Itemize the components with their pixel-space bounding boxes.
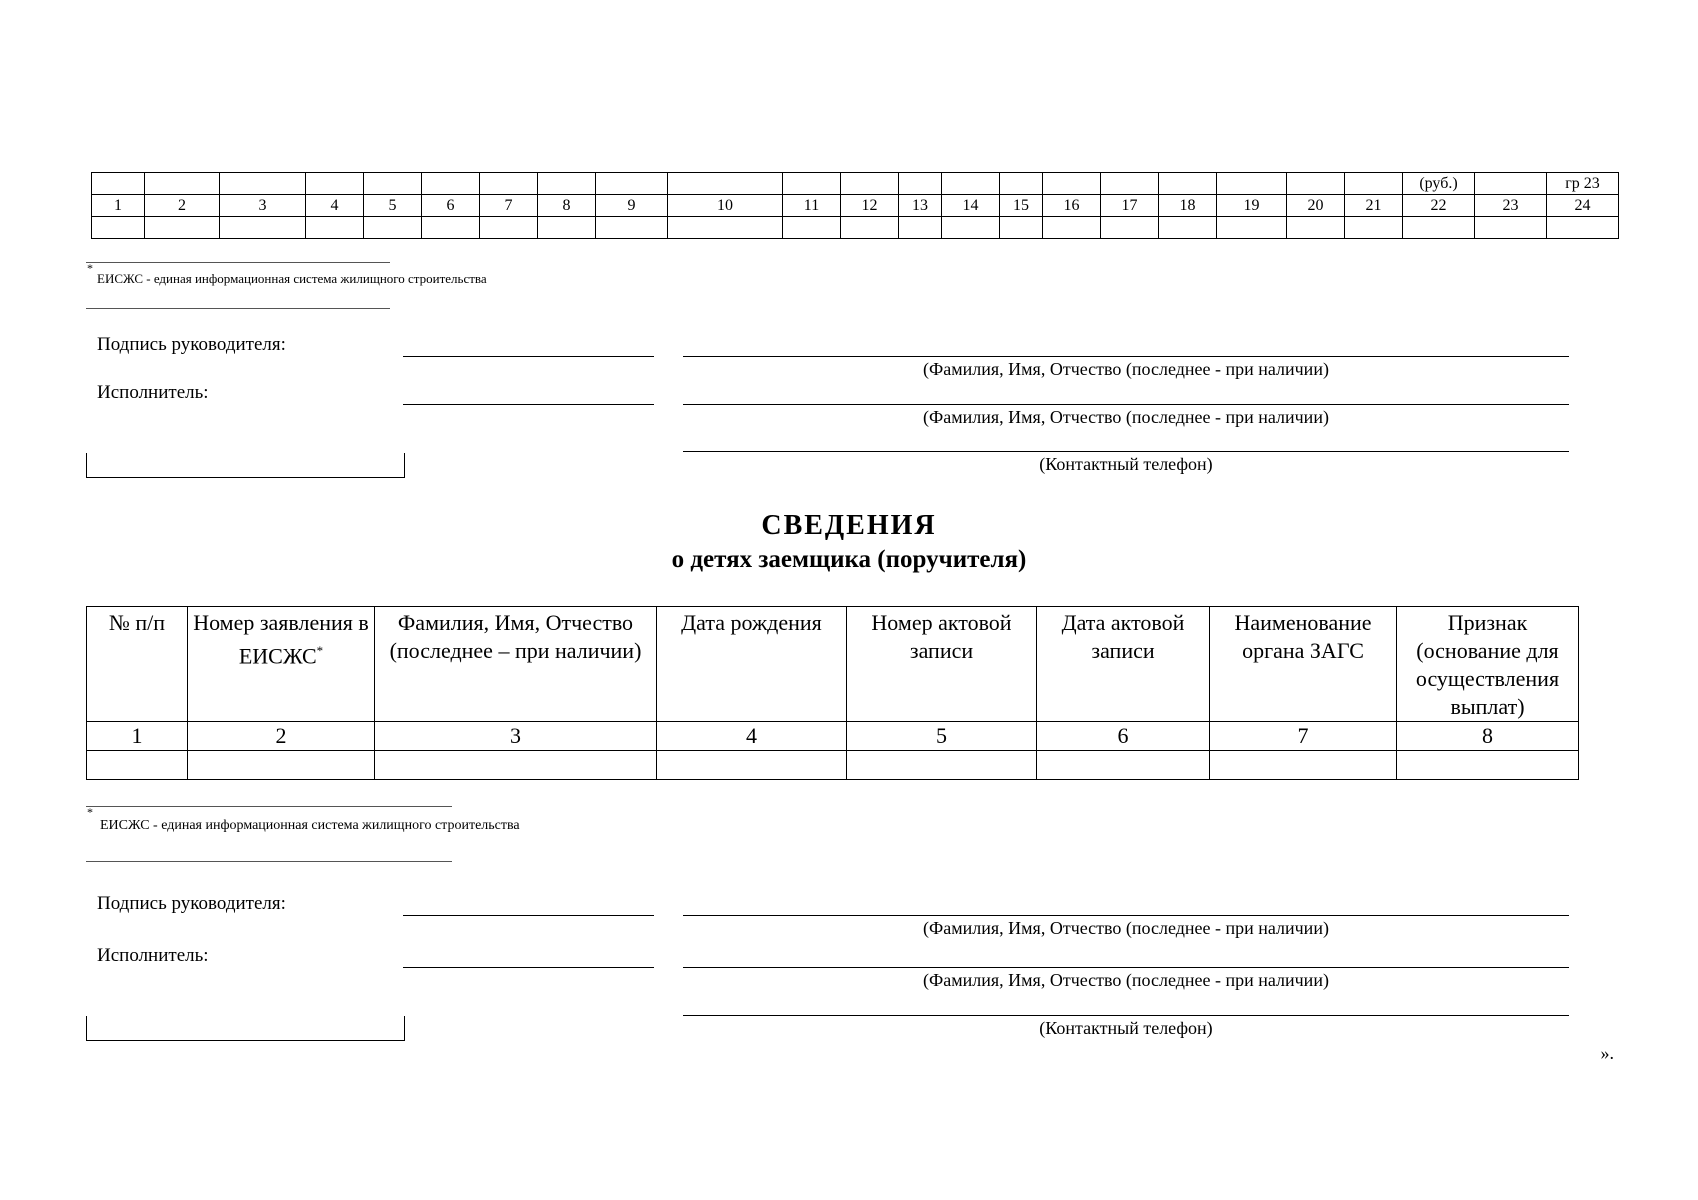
top-header-cell [1159,173,1217,195]
head-signature-line[interactable] [403,356,654,357]
phone-line[interactable] [683,1015,1569,1016]
top-header-cell [1043,173,1101,195]
empty-cell[interactable] [145,217,220,239]
empty-cell[interactable] [1210,751,1397,780]
head-name-caption: (Фамилия, Имя, Отчество (последнее - при наличии) [923,918,1329,938]
column-number: 6 [1037,722,1210,751]
top-header-cell [1345,173,1403,195]
top-header-cell [92,173,145,195]
header-full-name: Фамилия, Имя, Отчество (последнее – при наличии) [375,607,657,722]
column-number: 8 [1397,722,1579,751]
empty-cell[interactable] [220,217,306,239]
top-table-empty-row [92,217,1619,239]
top-header-cell [422,173,480,195]
column-number: 8 [538,195,596,217]
column-number: 18 [1159,195,1217,217]
column-number: 2 [188,722,375,751]
footnote-rule-top [86,262,390,263]
top-header-cell [306,173,364,195]
column-number: 7 [480,195,538,217]
column-number: 24 [1547,195,1619,217]
empty-cell[interactable] [841,217,899,239]
header-application-number [188,607,375,722]
empty-cell[interactable] [783,217,841,239]
column-number: 6 [422,195,480,217]
column-number: 19 [1217,195,1287,217]
header-record-date: Дата актовой записи [1037,607,1210,722]
column-number: 13 [899,195,942,217]
top-table-number-row [92,195,1619,217]
empty-cell[interactable] [1475,217,1547,239]
head-name-line[interactable] [683,356,1569,357]
header-number: № п/п [87,607,188,722]
empty-cell[interactable] [364,217,422,239]
numbered-columns-table [91,172,1619,239]
header-record-number: Номер актовой записи [847,607,1037,722]
top-header-cell [220,173,306,195]
column-number: 14 [942,195,1000,217]
closing-quote: ». [1600,1043,1614,1063]
head-signature-label: Подпись руководителя: [97,893,286,914]
executor-signature-line[interactable] [403,967,654,968]
empty-cell[interactable] [92,217,145,239]
footnote-rule-bottom [86,308,390,309]
column-number: 4 [306,195,364,217]
children-table-number-row [87,722,1579,751]
empty-cell[interactable] [1000,217,1043,239]
executor-label: Исполнитель: [97,945,209,966]
column-number: 3 [375,722,657,751]
header-birth-date: Дата рождения [657,607,847,722]
top-header-cell [942,173,1000,195]
empty-cell[interactable] [1403,217,1475,239]
top-header-cell [841,173,899,195]
top-header-cell [480,173,538,195]
header-registry-office: Наименование органа ЗАГС [1210,607,1397,722]
column-number: 20 [1287,195,1345,217]
document-subtitle: о детях заемщика (поручителя) [671,546,1027,573]
footnote-rule-bottom [86,861,452,862]
empty-cell[interactable] [657,751,847,780]
empty-cell[interactable] [1547,217,1619,239]
document-title: СВЕДЕНИЯ [761,510,937,541]
empty-cell[interactable] [899,217,942,239]
empty-cell[interactable] [1217,217,1287,239]
column-number: 10 [668,195,783,217]
top-header-cell [145,173,220,195]
footnote-star: * [87,805,93,819]
column-number: 22 [1403,195,1475,217]
head-name-caption: (Фамилия, Имя, Отчество (последнее - при наличии) [923,359,1329,379]
empty-cell[interactable] [942,217,1000,239]
column-number: 23 [1475,195,1547,217]
empty-cell[interactable] [538,217,596,239]
empty-cell[interactable] [422,217,480,239]
top-header-cell: (руб.) [1403,173,1475,195]
empty-cell[interactable] [87,751,188,780]
footnote-marker: * [316,643,324,658]
top-header-cell: гр 23 [1547,173,1619,195]
empty-cell[interactable] [596,217,668,239]
top-header-cell [783,173,841,195]
column-number: 1 [87,722,188,751]
empty-cell[interactable] [847,751,1037,780]
column-number: 11 [783,195,841,217]
footnote-star: * [87,261,93,275]
top-header-cell [668,173,783,195]
empty-cell[interactable] [188,751,375,780]
top-header-cell [364,173,422,195]
executor-name-caption: (Фамилия, Имя, Отчество (последнее - при наличии) [923,970,1329,990]
empty-cell[interactable] [1345,217,1403,239]
column-number: 15 [1000,195,1043,217]
top-header-cell [596,173,668,195]
column-number: 4 [657,722,847,751]
column-number: 3 [220,195,306,217]
empty-cell[interactable] [1287,217,1345,239]
executor-name-line[interactable] [683,967,1569,968]
empty-cell[interactable] [1101,217,1159,239]
top-header-cell [1217,173,1287,195]
header-payment-basis: Признак (основание для осуществления выплат) [1397,607,1579,722]
stamp-bracket [86,1016,405,1041]
phone-caption: (Контактный телефон) [1039,1018,1213,1038]
executor-name-line[interactable] [683,404,1569,405]
empty-cell[interactable] [375,751,657,780]
executor-signature-line[interactable] [403,404,654,405]
top-header-cell [1101,173,1159,195]
header-application-text: Номер заявления в ЕИСЖС [193,610,369,669]
column-number: 9 [596,195,668,217]
executor-name-caption: (Фамилия, Имя, Отчество (последнее - при наличии) [923,407,1329,427]
children-table [86,606,1579,780]
empty-cell[interactable] [668,217,783,239]
top-header-cell [1000,173,1043,195]
footnote-text: ЕИСЖС - единая информационная система жилищного строительства [100,818,520,833]
children-table-empty-row [87,751,1579,780]
phone-caption: (Контактный телефон) [1039,454,1213,474]
empty-cell[interactable] [306,217,364,239]
column-number: 7 [1210,722,1397,751]
top-header-cell [1475,173,1547,195]
column-number: 16 [1043,195,1101,217]
column-number: 5 [847,722,1037,751]
column-number: 17 [1101,195,1159,217]
empty-cell[interactable] [480,217,538,239]
top-header-cell [538,173,596,195]
executor-label: Исполнитель: [97,382,209,403]
head-signature-label: Подпись руководителя: [97,334,286,355]
footnote-rule-top [86,806,452,807]
empty-cell[interactable] [1159,217,1217,239]
head-name-line[interactable] [683,915,1569,916]
column-number: 1 [92,195,145,217]
column-number: 5 [364,195,422,217]
stamp-bracket [86,453,405,478]
empty-cell[interactable] [1043,217,1101,239]
head-signature-line[interactable] [403,915,654,916]
empty-cell[interactable] [1397,751,1579,780]
column-number: 12 [841,195,899,217]
top-header-cell [899,173,942,195]
footnote-text: ЕИСЖС - единая информационная система жилищного строительства [97,271,487,286]
phone-line[interactable] [683,451,1569,452]
empty-cell[interactable] [1037,751,1210,780]
top-header-cell [1287,173,1345,195]
column-number: 21 [1345,195,1403,217]
children-table-header-row [87,607,1579,722]
top-table-header-row [92,173,1619,195]
column-number: 2 [145,195,220,217]
